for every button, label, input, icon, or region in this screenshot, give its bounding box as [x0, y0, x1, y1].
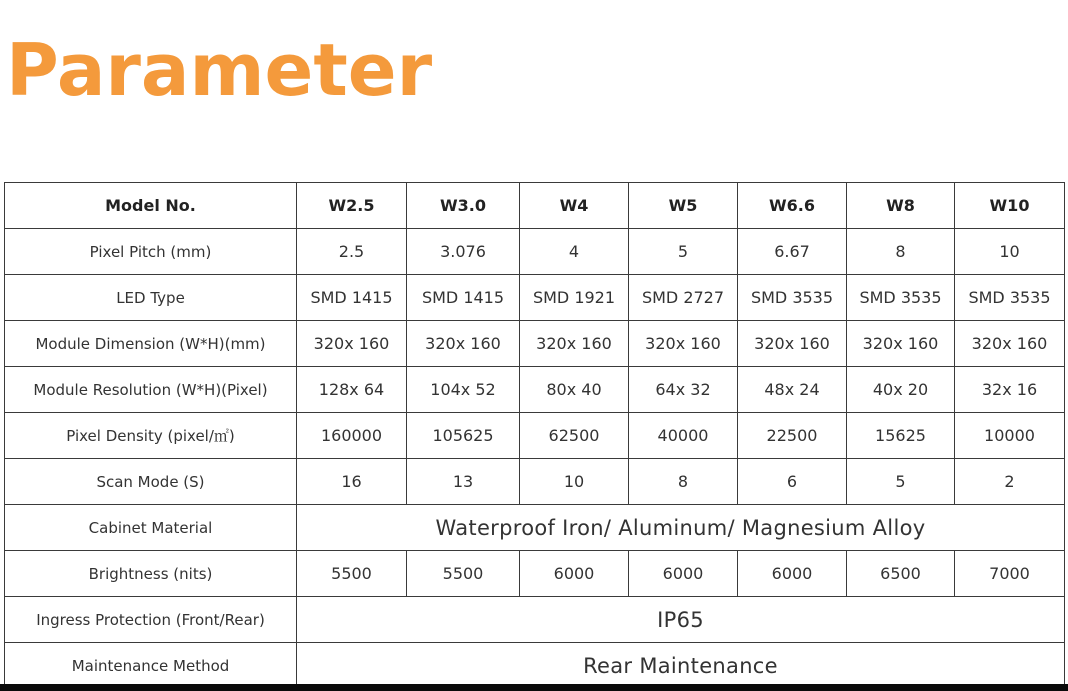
value-cell: 8: [629, 459, 738, 505]
parameter-table: [4, 182, 1065, 689]
merged-value-cell: IP65: [297, 597, 1065, 643]
model-cell: W10: [955, 183, 1065, 229]
value-cell: 5: [629, 229, 738, 275]
value-cell: 6000: [738, 551, 847, 597]
value-cell: 6.67: [738, 229, 847, 275]
model-cell: W6.6: [738, 183, 847, 229]
value-cell: 160000: [297, 413, 407, 459]
value-cell: 104x 52: [407, 367, 520, 413]
row-label: Pixel Density (pixel/㎡): [5, 413, 297, 459]
table-row-pixel-density: [5, 413, 1065, 459]
table-row-brightness: [5, 551, 1065, 597]
value-cell: 40000: [629, 413, 738, 459]
value-cell: 105625: [407, 413, 520, 459]
bottom-edge-bar: [0, 684, 1068, 691]
table-row-module-resolution: [5, 367, 1065, 413]
table-row-maintenance-method: [5, 643, 1065, 689]
value-cell: 10: [955, 229, 1065, 275]
value-cell: SMD 3535: [738, 275, 847, 321]
row-label: Maintenance Method: [5, 643, 297, 689]
value-cell: 3.076: [407, 229, 520, 275]
value-cell: 320x 160: [629, 321, 738, 367]
row-label: Ingress Protection (Front/Rear): [5, 597, 297, 643]
value-cell: 15625: [847, 413, 955, 459]
value-cell: SMD 1415: [297, 275, 407, 321]
row-label: Cabinet Material: [5, 505, 297, 551]
value-cell: 8: [847, 229, 955, 275]
value-cell: 64x 32: [629, 367, 738, 413]
value-cell: 2.5: [297, 229, 407, 275]
row-label: Module Dimension (W*H)(mm): [5, 321, 297, 367]
row-label: Scan Mode (S): [5, 459, 297, 505]
value-cell: 16: [297, 459, 407, 505]
value-cell: 62500: [520, 413, 629, 459]
value-cell: 10000: [955, 413, 1065, 459]
table-row-led-type: [5, 275, 1065, 321]
table-row-pixel-pitch: [5, 229, 1065, 275]
row-label: Module Resolution (W*H)(Pixel): [5, 367, 297, 413]
value-cell: 6500: [847, 551, 955, 597]
value-cell: 5500: [407, 551, 520, 597]
value-cell: 320x 160: [407, 321, 520, 367]
table-row-scan-mode: [5, 459, 1065, 505]
table-row-module-dimension: [5, 321, 1065, 367]
value-cell: 10: [520, 459, 629, 505]
row-label: Brightness (nits): [5, 551, 297, 597]
model-cell: W3.0: [407, 183, 520, 229]
value-cell: SMD 3535: [847, 275, 955, 321]
value-cell: 128x 64: [297, 367, 407, 413]
value-cell: 7000: [955, 551, 1065, 597]
merged-value-cell: Waterproof Iron/ Aluminum/ Magnesium Alloy: [297, 505, 1065, 551]
value-cell: 320x 160: [847, 321, 955, 367]
value-cell: 2: [955, 459, 1065, 505]
value-cell: 5500: [297, 551, 407, 597]
value-cell: 22500: [738, 413, 847, 459]
page-title: Parameter: [6, 28, 433, 112]
row-label: Pixel Pitch (mm): [5, 229, 297, 275]
value-cell: 6: [738, 459, 847, 505]
table-header-row: [5, 183, 1065, 229]
value-cell: 6000: [629, 551, 738, 597]
model-cell: W2.5: [297, 183, 407, 229]
value-cell: SMD 1921: [520, 275, 629, 321]
row-label: LED Type: [5, 275, 297, 321]
value-cell: SMD 3535: [955, 275, 1065, 321]
value-cell: SMD 2727: [629, 275, 738, 321]
value-cell: 6000: [520, 551, 629, 597]
value-cell: SMD 1415: [407, 275, 520, 321]
value-cell: 320x 160: [955, 321, 1065, 367]
value-cell: 80x 40: [520, 367, 629, 413]
value-cell: 13: [407, 459, 520, 505]
model-cell: W5: [629, 183, 738, 229]
value-cell: 5: [847, 459, 955, 505]
model-cell: W4: [520, 183, 629, 229]
value-cell: 320x 160: [297, 321, 407, 367]
value-cell: 4: [520, 229, 629, 275]
merged-value-cell: Rear Maintenance: [297, 643, 1065, 689]
table-row-ingress-protection: [5, 597, 1065, 643]
value-cell: 320x 160: [520, 321, 629, 367]
value-cell: 40x 20: [847, 367, 955, 413]
value-cell: 32x 16: [955, 367, 1065, 413]
model-cell: W8: [847, 183, 955, 229]
header-label-cell: Model No.: [5, 183, 297, 229]
table-row-cabinet-material: [5, 505, 1065, 551]
value-cell: 320x 160: [738, 321, 847, 367]
value-cell: 48x 24: [738, 367, 847, 413]
